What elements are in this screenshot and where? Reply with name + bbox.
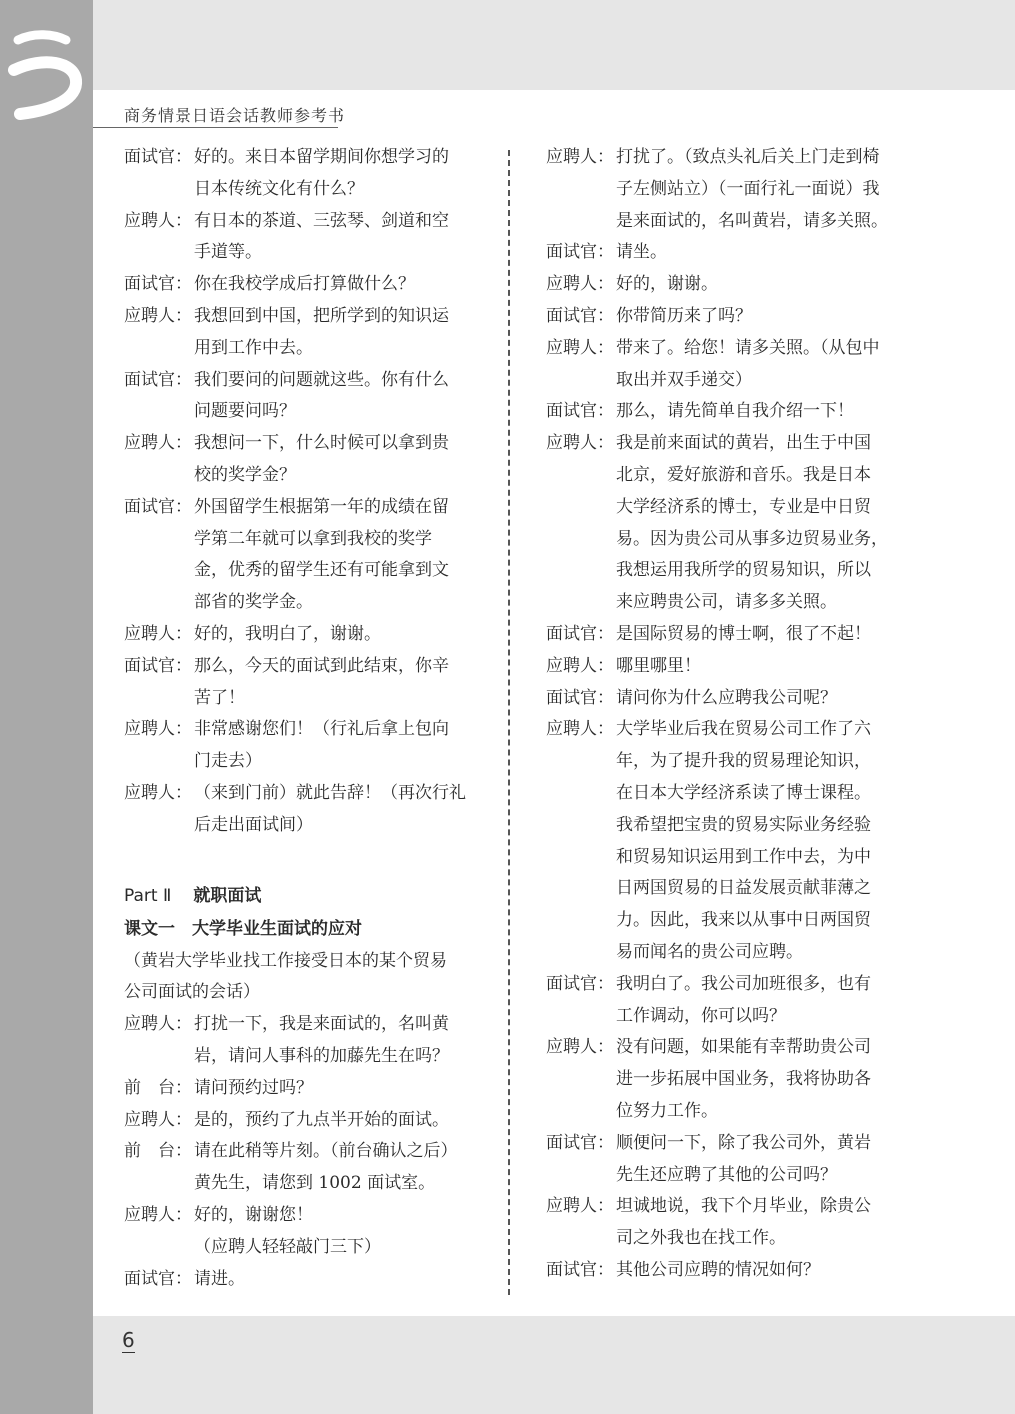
dialogue-line [124,301,474,333]
dialogue-text: 黄先生，请您到 1002 面试室。 [194,1173,436,1194]
dialogue-text: 打扰了。（致点头礼后关上门走到椅 [616,147,880,167]
dialogue-line [124,651,474,683]
dialogue-text: 好的，谢谢。 [616,274,718,295]
speaker-label: 面试官： [546,305,614,326]
dialogue-line [546,746,896,778]
dialogue-line [124,142,474,174]
part2-dialogue [124,1009,474,1295]
dialogue-text: 是国际贸易的博士啊，很了不起！ [616,623,871,644]
dialogue-line [546,142,896,174]
speaker-label: 面试官： [124,274,192,295]
dialogue-text: 先生还应聘了其他的公司吗？ [616,1164,837,1185]
dialogue-line [546,206,896,238]
book-title: 商务情景日语会话教师参考书 [124,106,346,125]
lesson-intro [124,946,474,1010]
speaker-label: 应聘人： [546,655,614,676]
dialogue-text: 好的，谢谢您！ [194,1204,313,1225]
dialogue-text: 打扰一下，我是来面试的，名叫黄 [194,1014,449,1035]
dialogue-line [124,619,474,651]
speaker-label: 前 台： [124,1077,192,1098]
dialogue-line [546,714,896,746]
dialogue-text: 那么，今天的面试到此结束，你辛 [194,655,449,676]
dialogue-text: 请在此稍等片刻。（前台确认之后） [194,1141,458,1162]
dialogue-line [546,1001,896,1033]
dialogue-text: 我们要问的问题就这些。你有什么 [194,369,449,390]
dialogue-text: 工作调动，你可以吗？ [616,1005,786,1026]
dialogue-text: 部省的奖学金。 [194,592,313,613]
dialogue-line [546,492,896,524]
dialogue-text: 岩，请问人事科的加藤先生在吗？ [194,1045,449,1066]
speaker-label: 前 台： [124,1141,192,1162]
speaker-label: 应聘人： [124,719,192,740]
dialogue-text: 请进。 [194,1268,245,1289]
dialogue-line [124,714,474,746]
dialogue-line [546,269,896,301]
dialogue-line [124,174,474,206]
dialogue-text: 取出并双手递交） [616,369,752,390]
dialogue-line [124,428,474,460]
dialogue-line [124,1200,474,1232]
dialogue-line [546,1032,896,1064]
dialogue-line [124,365,474,397]
dialogue-line [546,905,896,937]
dialogue-text: 有日本的茶道、三弦琴、剑道和空 [194,210,449,231]
dialogue-text: 来应聘贵公司，请多多关照。 [616,592,837,613]
part-heading [124,880,474,913]
dialogue-line [124,492,474,524]
dialogue-line [546,237,896,269]
speaker-label: 应聘人： [546,433,614,454]
dialogue-line [546,428,896,460]
dialogue-text: 外国留学生根据第一年的成绩在留 [194,496,449,517]
dialogue-line [546,396,896,428]
dialogue-text: 你在我校学成后打算做什么？ [194,274,415,295]
dialogue-line [124,1168,474,1200]
dialogue-text: 门走去） [194,751,262,772]
speaker-label: 应聘人： [124,623,192,644]
dialogue-line [124,1009,474,1041]
dialogue-text: 非常感谢您们！（行礼后拿上包向 [194,719,449,740]
speaker-label: 面试官： [124,496,192,517]
speaker-label: 面试官： [546,401,614,422]
part-label: Part Ⅱ [124,885,172,906]
speaker-label: 面试官： [546,973,614,994]
dialogue-text: 我明白了。我公司加班很多，也有 [616,973,871,994]
dialogue-text: 我是前来面试的黄岩，出生于中国 [616,433,871,454]
dialogue-text: 我想问一下，什么时候可以拿到贵 [194,433,449,454]
speaker-label: 应聘人： [124,1109,192,1130]
dialogue-line [546,301,896,333]
speaker-label: 面试官： [546,242,614,263]
dialogue-line [546,1128,896,1160]
dialogue-line [124,1136,474,1168]
dialogue-line [546,524,896,556]
dialogue-line [546,778,896,810]
dialogue-line [124,810,474,842]
speaker-label: 应聘人： [546,337,614,358]
dialogue-text: 日两国贸易的日益发展贡献菲薄之 [616,878,871,899]
column-divider [508,150,510,1295]
dialogue-line [546,1064,896,1096]
page-number: 6 [122,1328,135,1352]
dialogue-line [124,1041,474,1073]
dialogue-line [546,1223,896,1255]
dialogue-line [124,524,474,556]
dialogue-text: 金，优秀的留学生还有可能拿到文 [194,560,449,581]
dialogue-line [546,619,896,651]
dialogue-line [546,174,896,206]
dialogue-line [124,1264,474,1296]
speaker-label: 面试官： [546,687,614,708]
intro-line: （黄岩大学毕业找工作接受日本的某个贸易 [124,950,447,971]
dialogue-text: 好的，我明白了，谢谢。 [194,623,381,644]
dialogue-line [546,555,896,587]
dialogue-line [124,1232,474,1264]
dialogue-text: 力。因此，我来以从事中日两国贸 [616,910,871,931]
dialogue-text: 手道等。 [194,242,262,263]
dialogue-line [546,1255,896,1287]
left-margin-band [0,0,93,1414]
dialogue-text: 坦诚地说，我下个月毕业，除贵公 [616,1196,871,1217]
dialogue-text: 那么，请先简单自我介绍一下！ [616,401,854,422]
speaker-label: 应聘人： [546,1037,614,1058]
lesson-heading: 课文一 大学毕业生面试的应对 [124,918,362,939]
dialogue-line [546,937,896,969]
dialogue-text: 其他公司应聘的情况如何？ [616,1259,820,1280]
dialogue-text: 位努力工作。 [616,1100,718,1121]
dialogue-line [124,746,474,778]
dialogue-line [124,206,474,238]
dialogue-text: （来到门前）就此告辞！（再次行礼 [194,782,466,803]
dialogue-line [124,333,474,365]
dialogue-line [546,683,896,715]
bottom-band [93,1316,1015,1414]
left-dialogue [124,142,474,842]
speaker-label: 面试官： [124,147,192,167]
dialogue-line [546,460,896,492]
dialogue-line [546,365,896,397]
dialogue-text: 后走出面试间） [194,814,313,835]
dialogue-text: 带来了。给您！请多关照。（从包中 [616,337,880,358]
speaker-label: 面试官： [546,623,614,644]
part-title: 就职面试 [193,885,262,906]
speaker-label: 应聘人： [124,210,192,231]
dialogue-text: 子左侧站立）（一面行礼一面说）我 [616,178,880,199]
speaker-label: 应聘人： [124,305,192,326]
dialogue-text: 大学经济系的博士，专业是中日贸 [616,496,871,517]
dialogue-text: 和贸易知识运用到工作中去，为中 [616,846,871,867]
speaker-label: 应聘人： [124,1014,192,1035]
dialogue-line [124,460,474,492]
intro-line: 公司面试的会话） [124,982,260,1003]
dialogue-text: 校的奖学金？ [194,464,296,485]
dialogue-line [124,1073,474,1105]
dialogue-line [546,969,896,1001]
dialogue-text: 我希望把宝贵的贸易实际业务经验 [616,814,871,835]
dialogue-line [546,842,896,874]
dialogue-text: 你带简历来了吗？ [616,305,752,326]
right-column [546,142,896,1287]
dialogue-text: 易而闻名的贵公司应聘。 [616,941,803,962]
dialogue-text: 进一步拓展中国业务，我将协助各 [616,1069,871,1090]
speaker-label: 面试官： [124,369,192,390]
dialogue-text: 北京，爱好旅游和音乐。我是日本 [616,464,871,485]
dialogue-text: 年，为了提升我的贸易理论知识， [616,751,871,772]
speaker-label: 应聘人： [124,433,192,454]
dialogue-line [124,396,474,428]
dialogue-text: 没有问题，如果能有幸帮助贵公司 [616,1037,871,1058]
dialogue-line [124,778,474,810]
dialogue-line [124,587,474,619]
dialogue-text: 请问你为什么应聘我公司呢？ [616,687,837,708]
dialogue-text: 日本传统文化有什么？ [194,178,364,199]
dialogue-text: 好的。来日本留学期间你想学习的 [194,147,449,167]
dialogue-line [546,587,896,619]
dialogue-text: 易。因为贵公司从事多边贸易业务， [616,528,888,549]
speaker-label: 应聘人： [546,274,614,295]
dialogue-text: 是的，预约了九点半开始的面试。 [194,1109,449,1130]
speaker-label: 面试官： [124,655,192,676]
dialogue-text: 是来面试的，名叫黄岩，请多关照。 [616,210,888,231]
dialogue-line [546,1096,896,1128]
top-band [93,0,1015,90]
speaker-label: 应聘人： [546,719,614,740]
dialogue-line [546,1160,896,1192]
dialogue-line [124,269,474,301]
header-rule [93,127,338,128]
speaker-label: 面试官： [124,1268,192,1289]
brush-logo-icon [4,18,88,128]
dialogue-line [546,873,896,905]
left-column [124,142,474,1295]
speaker-label: 应聘人： [124,782,192,803]
dialogue-line [124,1105,474,1137]
dialogue-text: 顺便问一下，除了我公司外，黄岩 [616,1132,871,1153]
dialogue-line [124,555,474,587]
speaker-label: 面试官： [546,1259,614,1280]
dialogue-line [124,683,474,715]
dialogue-line [546,810,896,842]
speaker-label: 面试官： [546,1132,614,1153]
dialogue-line [124,237,474,269]
right-dialogue [546,142,896,1287]
dialogue-text: 问题要问吗？ [194,401,296,422]
dialogue-text: 我想运用我所学的贸易知识，所以 [616,560,871,581]
dialogue-text: 请问预约过吗？ [194,1077,313,1098]
speaker-label: 应聘人： [546,147,614,167]
dialogue-text: 苦了！ [194,687,245,708]
dialogue-text: （应聘人轻轻敲门三下） [194,1236,381,1257]
dialogue-text: 在日本大学经济系读了博士课程。 [616,782,871,803]
speaker-label: 应聘人： [124,1204,192,1225]
dialogue-line [546,333,896,365]
dialogue-text: 用到工作中去。 [194,337,313,358]
dialogue-text: 哪里哪里！ [616,655,701,676]
dialogue-line [546,1191,896,1223]
dialogue-text: 我想回到中国，把所学到的知识运 [194,305,449,326]
dialogue-line [546,651,896,683]
dialogue-text: 大学毕业后我在贸易公司工作了六 [616,719,871,740]
dialogue-text: 学第二年就可以拿到我校的奖学 [194,528,432,549]
dialogue-text: 司之外我也在找工作。 [616,1228,786,1249]
speaker-label: 应聘人： [546,1196,614,1217]
dialogue-text: 请坐。 [616,242,667,263]
section-gap [124,842,474,880]
